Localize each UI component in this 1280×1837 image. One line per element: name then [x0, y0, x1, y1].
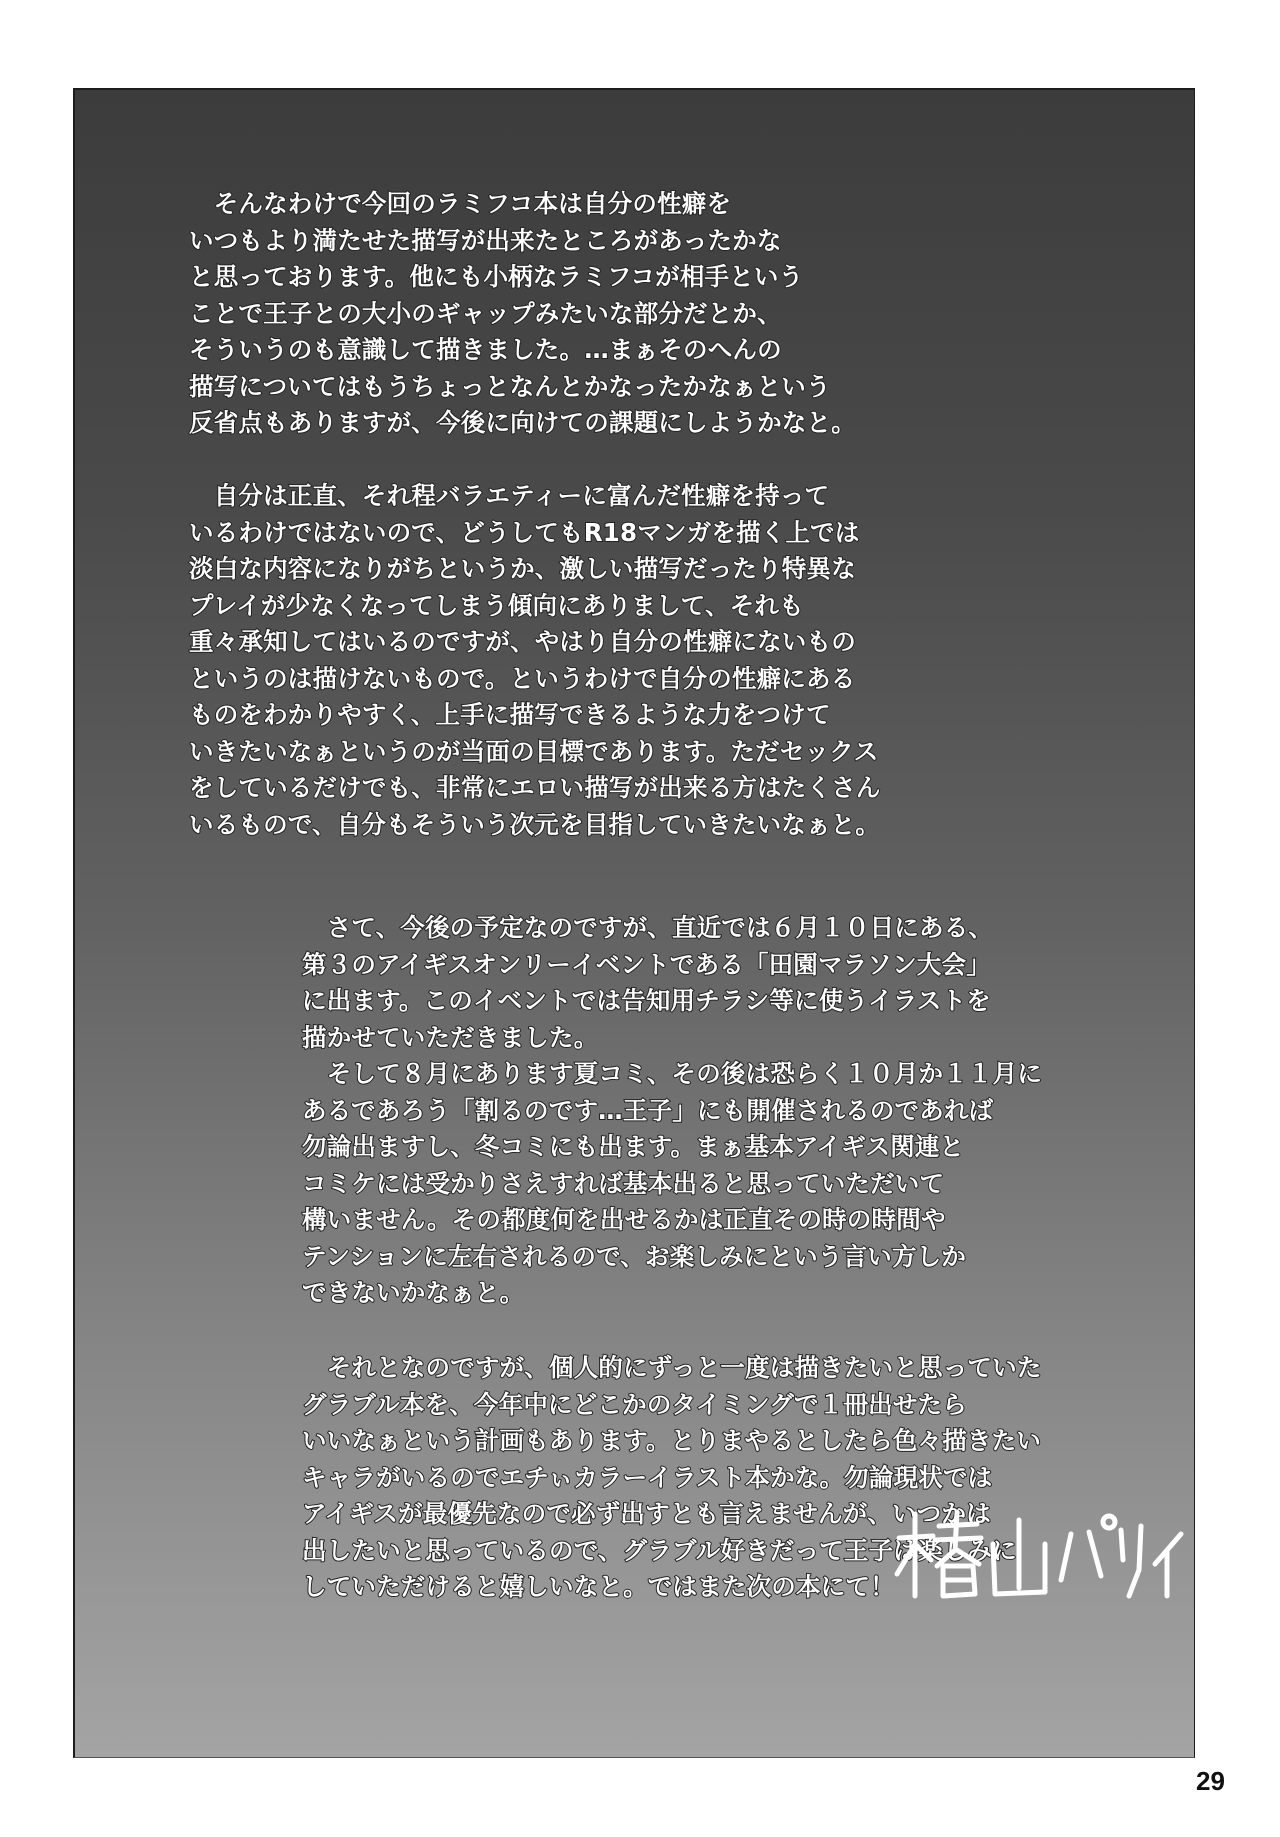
page-number: 29 [1196, 1766, 1225, 1796]
text-line: 勿論出ますし、冬コミにも出ます。まぁ基本アイギス関連と [302, 1132, 965, 1161]
text-line: いいなぁという計画もあります。とりまやるとしたら色々描きたい [302, 1426, 1042, 1455]
text-line: と思っております。他にも小柄なラミフコが相手という [189, 262, 804, 291]
text-line: に出ます。このイベントでは告知用チラシ等に使うイラストを [302, 986, 991, 1015]
text-line: ことで王子との大小のギャップみたいな部分だとか、 [189, 298, 782, 328]
text-line: いきたいなぁというのが当面の目標であります。ただセックス [189, 736, 879, 766]
text-line: コミケには受かりさえすれば基本出ると思っていただいて [302, 1168, 945, 1198]
text-line: していただけると嬉しいなと。ではまた次の本にて！ [302, 1572, 895, 1601]
text-line: キャラがいるのでエチぃカラーイラスト本かな。勿論現状では [302, 1462, 993, 1492]
text-line: 重々承知してはいるのですが、やはり自分の性癖にないもの [189, 627, 856, 656]
paragraph-block-1 [189, 186, 856, 442]
text-line: グラブル本を、今年中にどこかのタイミングで１冊出せたら [302, 1389, 967, 1419]
text-line: あるであろう「割るのです…王子」にも開催されるのであれば [302, 1095, 994, 1125]
text-line: プレイが少なくなってしまう傾向にありまして、それも [189, 590, 804, 620]
text-line: をしているだけでも、非常にエロい描写が出来る方はたくさん [189, 773, 881, 802]
text-line: 第３のアイギスオンリーイベントである「田園マラソン大会」 [302, 949, 991, 979]
text-line: いるわけではないので、どうしてもR18マンガを描く上では [189, 517, 860, 547]
text-line: さて、今後の予定なのですが、直近では６月１０日にある、 [302, 913, 994, 942]
text-line: 自分は正直、それ程バラエティーに富んだ性癖を持って [189, 481, 830, 510]
text-panel [73, 88, 1195, 1758]
text-line: できないかなぁと。 [302, 1278, 525, 1307]
text-line: テンションに左右されるので、お楽しみにという言い方しか [302, 1241, 967, 1271]
text-line: そして８月にあります夏コミ、その後は恐らく１０月か１１月に [302, 1059, 1043, 1088]
text-line: いるもので、自分もそういう次元を目指していきたいなぁと。 [189, 809, 881, 839]
text-line: 描写についてはもうちょっとなんとかなったかなぁという [189, 371, 831, 401]
text-line: いつもより満たせた描写が出来たところがあったかな [189, 225, 782, 255]
handwritten-signature [885, 1500, 1185, 1610]
text-line: そういうのも意識して描きました。…まぁそのへんの [189, 335, 782, 364]
text-line: ものをわかりやすく、上手に描写できるような力をつけて [189, 700, 831, 729]
text-line: 描かせていただきました。 [302, 1022, 599, 1052]
text-line: そんなわけで今回のラミフコ本は自分の性癖を [189, 189, 732, 218]
text-line: それとなのですが、個人的にずっと一度は描きたいと思っていた [302, 1353, 1042, 1382]
text-line: 淡白な内容になりがちというか、激しい描写だったり特異な [189, 554, 856, 583]
text-line: アイギスが最優先なので必ず出すとも言えませんが、いつかは [302, 1499, 991, 1528]
text-line: 構いません。その都度何を出せるかは正直その時の時間や [302, 1205, 946, 1234]
paragraph-block-2 [189, 478, 881, 843]
paragraph-block-3 [302, 910, 1042, 1312]
text-line: 反省点もありますが、今後に向けての課題にしようかなと。 [189, 408, 856, 437]
text-line: というのは描けないもので。というわけで自分の性癖にある [189, 663, 856, 693]
text-line: 出したいと思っているので、グラブル好きだって王子は楽しみに [302, 1535, 1017, 1565]
